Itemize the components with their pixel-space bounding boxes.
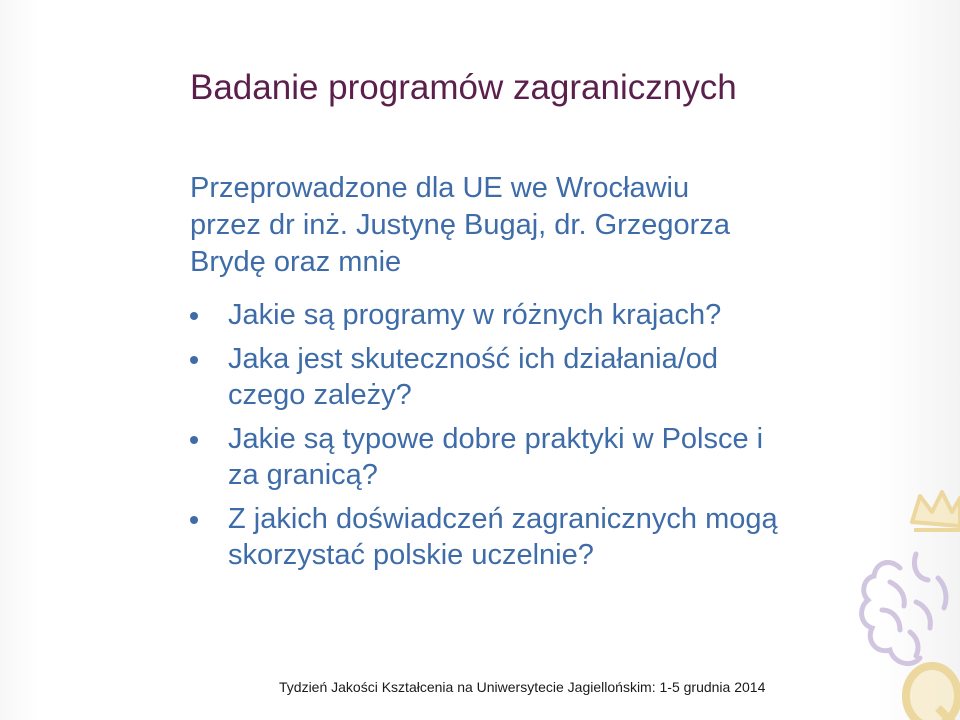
left-decor-strip	[0, 0, 40, 720]
bullet-dot-icon	[190, 516, 198, 524]
bullet-text: Jakie są programy w różnych krajach?	[228, 299, 722, 331]
intro-text	[190, 170, 890, 281]
bullet-text: za granicą?	[228, 459, 378, 491]
bullet-text: czego zależy?	[228, 379, 412, 411]
bullet-item	[190, 341, 920, 413]
bullet-item	[190, 421, 920, 493]
crown-brain-q-logo-icon	[820, 482, 960, 720]
bullet-list	[190, 297, 920, 581]
bullet-dot-icon	[190, 356, 198, 364]
bullet-dot-icon	[190, 436, 198, 444]
intro-line: przez dr inż. Justynę Bugaj, dr. Grzegorza	[190, 209, 730, 241]
bullet-text: skorzystać polskie uczelnie?	[228, 539, 594, 571]
bullet-item	[190, 501, 920, 573]
footer-text: Tydzień Jakości Kształcenia na Uniwersytecie Jagiellońskim: 1-5 grudnia 2014	[279, 679, 766, 695]
bullet-text: Jakie są typowe dobre praktyki w Polsce i	[228, 423, 764, 455]
intro-line: Przeprowadzone dla UE we Wrocławiu	[190, 172, 690, 204]
bullet-dot-icon	[190, 312, 198, 320]
bullet-text: Z jakich doświadczeń zagranicznych mogą	[228, 503, 778, 535]
bullet-text: Jaka jest skuteczność ich działania/od	[228, 343, 719, 375]
slide-title: Badanie programów zagranicznych	[190, 68, 737, 107]
intro-line: Brydę oraz mnie	[190, 246, 402, 278]
bullet-item	[190, 297, 920, 333]
